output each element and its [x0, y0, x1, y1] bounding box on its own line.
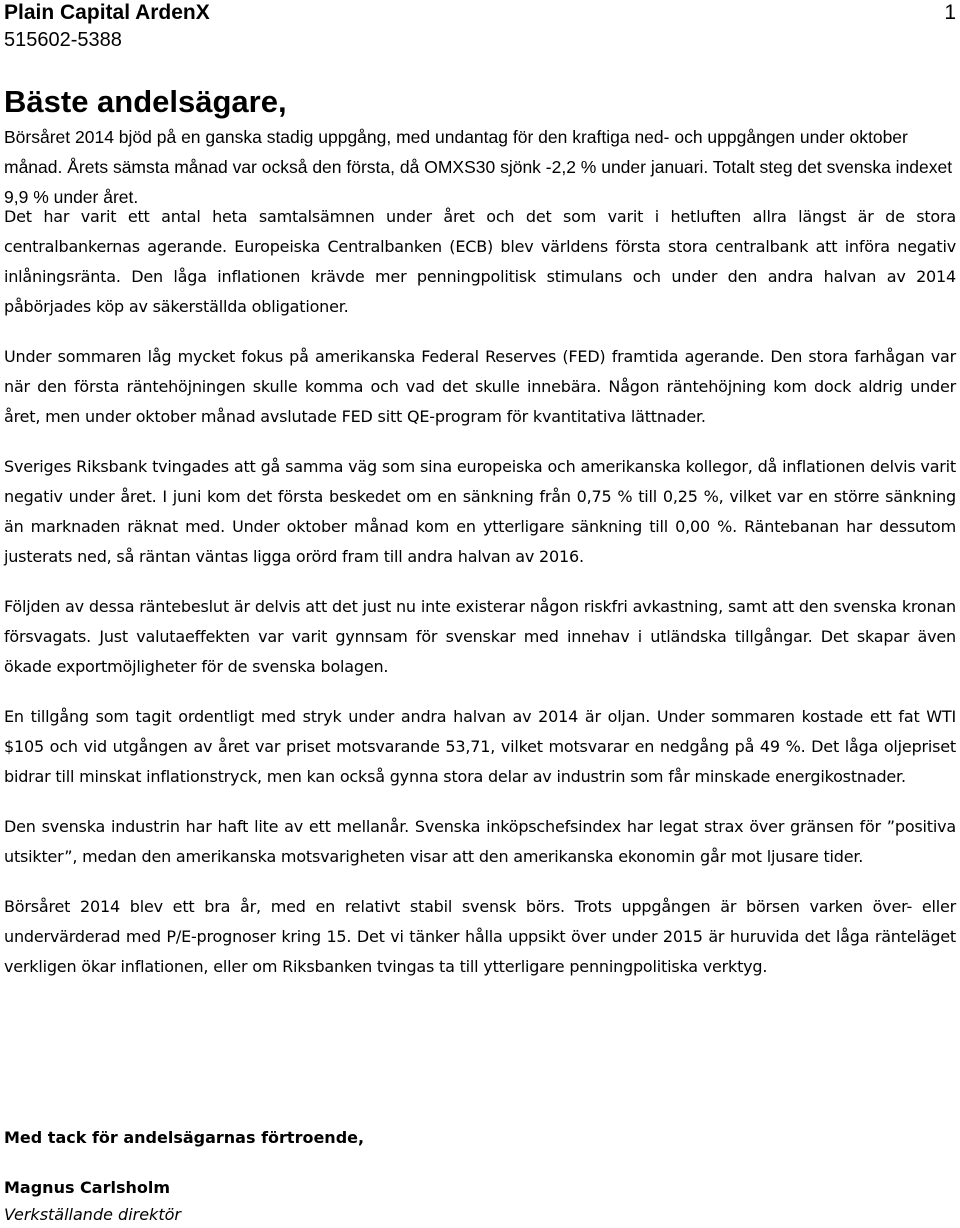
document-page: [4, 0, 956, 1224]
company-name: Plain Capital ArdenX: [4, 1, 210, 24]
paragraph-fed: Under sommaren låg mycket fokus på amerikanska Federal Reserves (FED) framtida agerande. Den stora farhågan var när den första räntehöjningen skulle komma och vad det skulle innebära. Någon räntehöjning kom dock aldrig under året, men under oktober månad avslutade FED sitt QE-program för kvantitativa lättnader.: [4, 347, 956, 426]
letter-body: [4, 202, 956, 1002]
paragraph-outlook: Börsåret 2014 blev ett bra år, med en relativt stabil svensk börs. Trots uppgången är börsen varken över- eller undervärderad med P/E-prognoser kring 15. Det vi tänker hålla uppsikt över under 2015 är huruvida det låga ränteläget verkligen ökar inflationen, eller om Riksbanken tvingas ta till ytterligare penningpolitiska verktyg.: [4, 897, 956, 976]
intro-paragraph: Börsåret 2014 bjöd på en ganska stadig uppgång, med undantag för den kraftiga ned- och uppgången under oktober månad. Årets sämsta månad var också den första, då OMXS30 sjönk -2,2 % under januari. Totalt steg det svenska indexet 9,9 % under året.: [4, 127, 953, 207]
paragraph-industry: Den svenska industrin har haft lite av ett mellanår. Svenska inköpschefsindex har legat strax över gränsen för ”positiva utsikter”, medan den amerikanska motsvarigheten visar att den amerikanska ekonomin går mot ljusare tider.: [4, 817, 956, 866]
signer-name: Magnus Carlsholm: [4, 1178, 171, 1197]
signer-title: Verkställande direktör: [4, 1205, 181, 1224]
page-header: [4, 0, 956, 58]
paragraph-riksbank: Sveriges Riksbank tvingades att gå samma väg som sina europeiska och amerikanska kollegor, då inflationen delvis varit negativ under året. I juni kom det första beskedet om en sänkning från 0,75 % till 0,25 %, vilket var en större sänkning än marknaden räknat med. Under oktober månad kom en ytterligare sänkning till 0,00 %. Räntebanan har dessutom justerats ned, så räntan väntas ligga orörd fram till andra halvan av 2016.: [4, 457, 956, 566]
paragraph-central-banks: Det har varit ett antal heta samtalsämnen under året och det som varit i hetluften allra längst är de stora centralbankernas agerande. Europeiska Centralbanken (ECB) blev världens första stora centralbank att införa negativ inlåningsränta. Den låga inflationen krävde mer penningpolitisk stimulans och under den andra halvan av 2014 påbörjades köp av säkerställda obligationer.: [4, 207, 956, 316]
org-number: 515602-5388: [4, 29, 122, 51]
paragraph-oil: En tillgång som tagit ordentligt med stryk under andra halvan av 2014 är oljan. Under sommaren kostade ett fat WTI $105 och vid utgången av året var priset motsvarande 53,71, vilket motsvarar en nedgång på 49 %. Det låga oljepriset bidrar till minskat inflationstryck, men kan också gynna stora delar av industrin som får minskade energikostnader.: [4, 707, 956, 786]
paragraph-rate-consequences: Följden av dessa räntebeslut är delvis att det just nu inte existerar någon riskfri avkastning, samt att den svenska kronan försvagats. Just valutaeffekten var varit gynnsam för svenskar med innehav i utländska tillgångar. Det skapar även ökade exportmöjligheter för de svenska bolagen.: [4, 597, 956, 676]
page-number: 1: [944, 1, 956, 24]
closing-line: Med tack för andelsägarnas förtroende,: [4, 1128, 365, 1147]
letter-greeting: Bäste andelsägare,: [4, 84, 287, 119]
